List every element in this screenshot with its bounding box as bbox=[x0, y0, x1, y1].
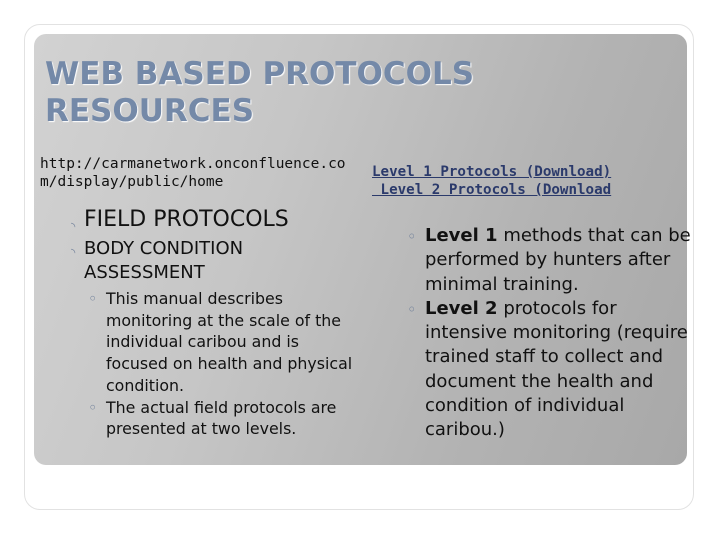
list-item-text: methods that can be performed by hunters after minimal training. bbox=[425, 225, 691, 295]
download-links bbox=[372, 163, 672, 199]
list-item-text: protocols for intensive monitoring (require trained staff to collect and document the health and condition of individual caribou.) bbox=[425, 297, 688, 441]
main-bullet-list bbox=[71, 206, 364, 285]
resource-url: http://carmanetwork.onconfluence.com/display/public/home bbox=[40, 156, 346, 190]
level-2-download-link[interactable]: Level 2 Protocols (Download bbox=[372, 182, 612, 198]
level-label: Level 2 bbox=[425, 297, 498, 319]
bullet-label: BODY CONDITION ASSESSMENT bbox=[84, 238, 244, 283]
list-item bbox=[88, 397, 363, 440]
bullet-label: FIELD PROTOCOLS bbox=[84, 207, 289, 232]
list-item bbox=[407, 224, 692, 297]
level-label: Level 1 bbox=[425, 225, 498, 246]
left-subbullet-list bbox=[88, 288, 363, 440]
bullet-body-condition bbox=[71, 237, 364, 285]
circle-bullet-icon: ◦ bbox=[407, 299, 417, 319]
slide-title: WEB BASED PROTOCOLS RESOURCES bbox=[45, 56, 475, 129]
circle-bullet-icon: ◦ bbox=[407, 227, 417, 246]
swoosh-bullet-icon: ◝ bbox=[71, 220, 76, 233]
bullet-field-protocols bbox=[71, 206, 364, 234]
list-item bbox=[407, 297, 692, 443]
circle-bullet-icon: ◦ bbox=[88, 289, 98, 308]
right-subbullet-list bbox=[407, 224, 692, 443]
list-item-text: The actual field protocols are presented at two levels. bbox=[106, 397, 337, 439]
list-item bbox=[88, 288, 363, 397]
circle-bullet-icon: ◦ bbox=[88, 397, 98, 417]
level-1-download-link[interactable]: Level 1 Protocols (Download) bbox=[372, 164, 612, 180]
swoosh-bullet-icon: ◝ bbox=[71, 246, 76, 259]
list-item-text: This manual describes monitoring at the scale of the individual caribou and is focused on health and physical condition. bbox=[106, 289, 353, 395]
